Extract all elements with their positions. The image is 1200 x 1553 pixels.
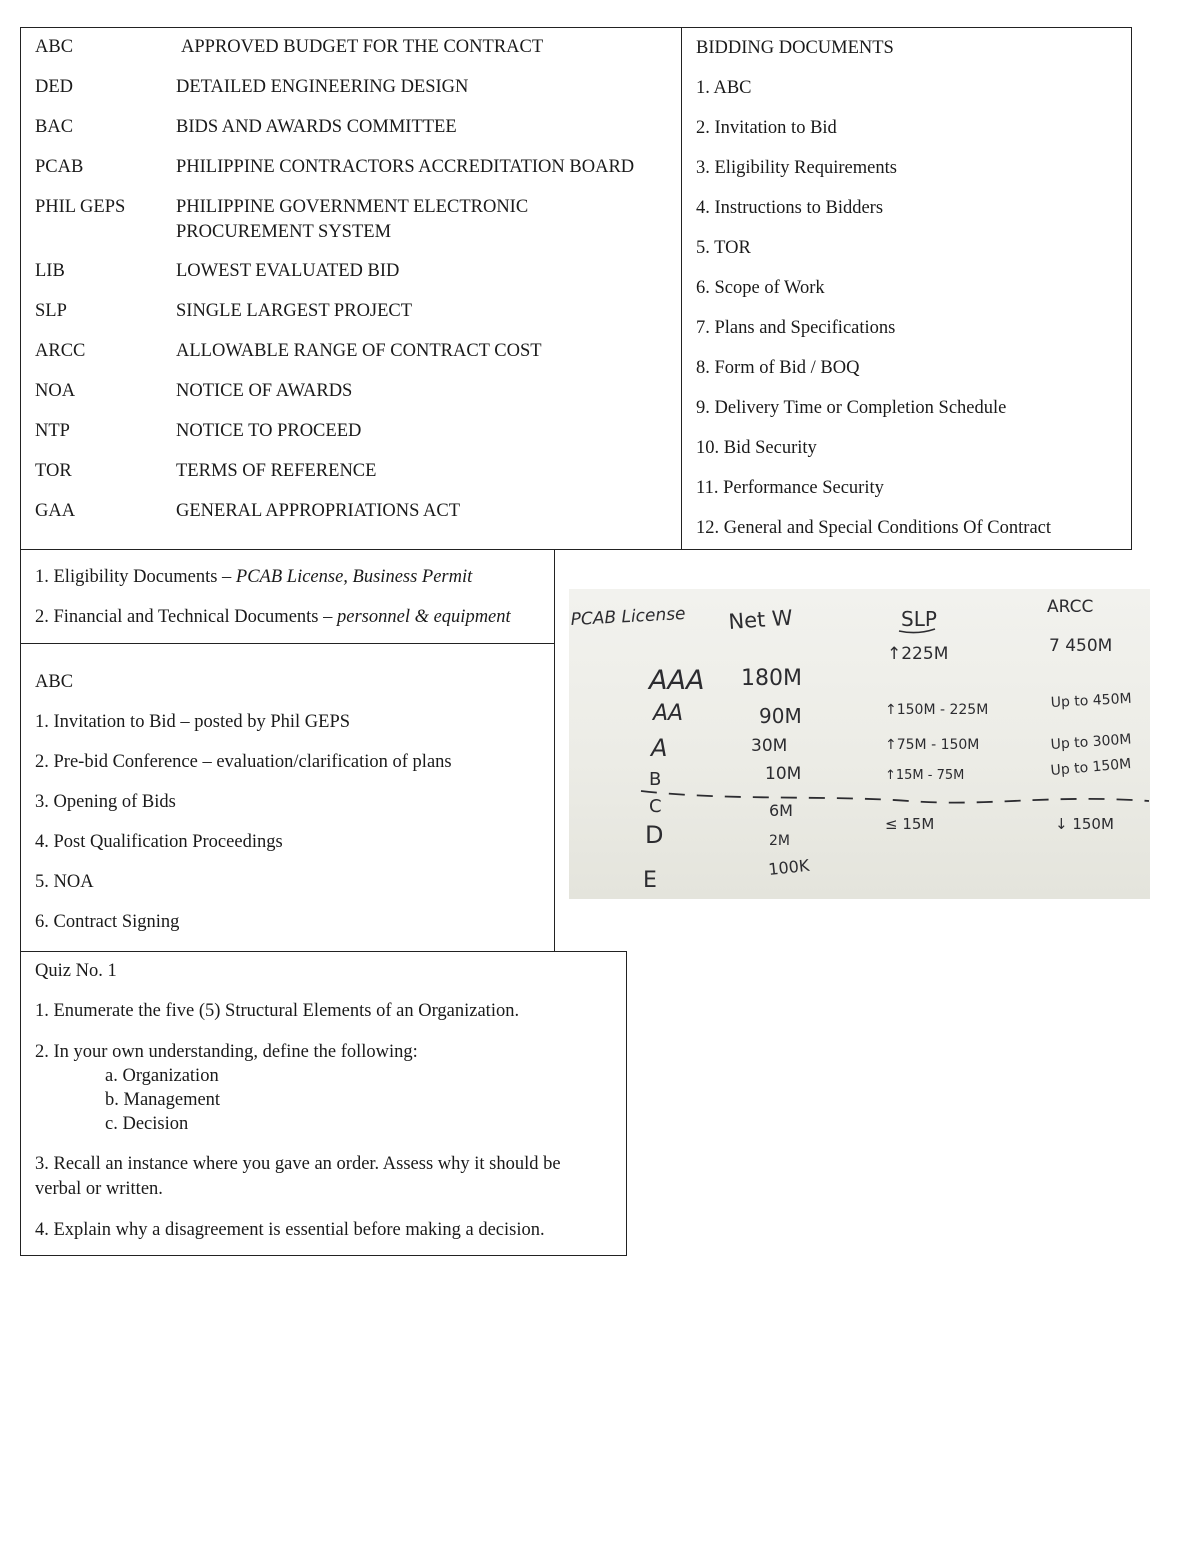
wb-header-slp: SLP	[901, 607, 937, 631]
quiz-subitem: b. Management	[105, 1090, 221, 1110]
list-item: 9. Delivery Time or Completion Schedule	[696, 398, 1007, 418]
wb-license: D	[645, 821, 664, 849]
wb-license: A	[651, 734, 668, 762]
wb-arcc: 7 450M	[1049, 636, 1113, 656]
whiteboard-drawing	[569, 589, 1150, 899]
eligibility-documents	[20, 549, 555, 644]
abbr-code: TOR	[35, 461, 72, 481]
abbr-meaning: GENERAL APPROPRIATIONS ACT	[176, 501, 461, 521]
wb-networth: 10M	[765, 764, 802, 784]
eligibility-item-label: 2. Financial and Technical Documents –	[35, 607, 337, 627]
list-item: 5. NOA	[35, 872, 94, 892]
list-item: 5. TOR	[696, 238, 751, 258]
abbr-meaning: NOTICE TO PROCEED	[176, 421, 362, 441]
list-item: 8. Form of Bid / BOQ	[696, 358, 860, 378]
list-item: 6. Contract Signing	[35, 912, 180, 932]
eligibility-item-detail: PCAB License, Business Permit	[235, 567, 473, 587]
list-item: 1. Invitation to Bid – posted by Phil GEPS	[35, 712, 351, 732]
abbr-code: PCAB	[35, 157, 84, 177]
abbr-code: BAC	[35, 117, 74, 137]
wb-networth: 180M	[741, 666, 802, 691]
quiz-section	[20, 951, 627, 1256]
abbr-meaning: DETAILED ENGINEERING DESIGN	[176, 77, 469, 97]
wb-header-networth: Net W	[727, 605, 794, 634]
abbreviations-table	[20, 27, 682, 550]
abbr-meaning: NOTICE OF AWARDS	[176, 381, 353, 401]
wb-networth: 30M	[751, 736, 788, 756]
wb-arcc: ↓ 150M	[1055, 815, 1114, 833]
list-item: 3. Eligibility Requirements	[696, 158, 897, 178]
abbr-code: LIB	[35, 261, 65, 281]
list-item: 4. Post Qualification Proceedings	[35, 832, 283, 852]
list-item: 11. Performance Security	[696, 478, 884, 498]
quiz-question: 1. Enumerate the five (5) Structural Elements of an Organization.	[35, 1001, 520, 1021]
abbr-code: SLP	[35, 301, 67, 321]
wb-license: C	[649, 796, 662, 817]
abbr-code: PHIL GEPS	[35, 197, 126, 217]
eligibility-item-label: 1. Eligibility Documents –	[35, 567, 236, 587]
bidding-documents-title: BIDDING DOCUMENTS	[696, 38, 894, 58]
wb-slp: ↑15M - 75M	[885, 768, 965, 783]
wb-arcc: Up to 150M	[1049, 755, 1132, 779]
list-item: 2. Pre-bid Conference – evaluation/clarification of plans	[35, 752, 452, 772]
wb-slp: ↑150M - 225M	[885, 702, 989, 718]
list-item: 7. Plans and Specifications	[696, 318, 896, 338]
eligibility-item	[35, 606, 511, 628]
wb-networth: 6M	[769, 801, 793, 820]
bidding-documents-list	[681, 27, 1132, 550]
wb-header-license: PCAB License	[570, 604, 687, 630]
list-item: 6. Scope of Work	[696, 278, 825, 298]
abbr-code: GAA	[35, 501, 76, 521]
abbr-meaning: BIDS AND AWARDS COMMITTEE	[176, 117, 457, 137]
wb-slp: ↑75M - 150M	[885, 737, 980, 753]
wb-slp: ≤ 15M	[885, 815, 935, 833]
list-item: 10. Bid Security	[696, 438, 817, 458]
quiz-subitem: a. Organization	[105, 1066, 219, 1086]
wb-license: AAA	[649, 665, 705, 696]
wb-networth: 2M	[769, 833, 790, 849]
eligibility-item	[35, 566, 472, 588]
abc-process-list	[20, 643, 555, 952]
wb-arcc: Up to 300M	[1050, 731, 1132, 753]
abbr-meaning: PHILIPPINE CONTRACTORS ACCREDITATION BOARD	[176, 157, 635, 177]
abbr-meaning: SINGLE LARGEST PROJECT	[176, 301, 413, 321]
list-item: 4. Instructions to Bidders	[696, 198, 884, 218]
wb-license: AA	[653, 701, 684, 726]
abc-process-title: ABC	[35, 672, 74, 692]
quiz-question: 2. In your own understanding, define the following:	[35, 1042, 418, 1062]
wb-slp: ↑225M	[887, 644, 949, 664]
abbr-meaning: ALLOWABLE RANGE OF CONTRACT COST	[176, 341, 542, 361]
wb-networth: 90M	[759, 704, 802, 728]
abbr-code: ARCC	[35, 341, 86, 361]
abbr-meaning: PHILIPPINE GOVERNMENT ELECTRONIC PROCUREMENT SYSTEM	[176, 197, 529, 242]
wb-license: E	[643, 868, 657, 893]
abbr-meaning: APPROVED BUDGET FOR THE CONTRACT	[181, 37, 544, 57]
abbr-code: NOA	[35, 381, 76, 401]
quiz-subitem: c. Decision	[105, 1114, 189, 1134]
wb-arcc: Up to 450M	[1050, 690, 1132, 711]
abbr-meaning: LOWEST EVALUATED BID	[176, 261, 400, 281]
list-item: 3. Opening of Bids	[35, 792, 176, 812]
abbr-meaning: TERMS OF REFERENCE	[176, 461, 377, 481]
eligibility-item-detail: personnel & equipment	[337, 607, 511, 627]
abbr-code: DED	[35, 77, 74, 97]
abbr-code: NTP	[35, 421, 70, 441]
quiz-question: 3. Recall an instance where you gave an order. Assess why it should be verbal or written.	[35, 1154, 561, 1199]
wb-header-arcc: ARCC	[1047, 597, 1094, 617]
list-item: 1. ABC	[696, 78, 752, 98]
whiteboard-photo	[569, 589, 1150, 899]
quiz-question: 4. Explain why a disagreement is essential before making a decision.	[35, 1220, 545, 1240]
quiz-title: Quiz No. 1	[35, 961, 117, 981]
wb-dashed-divider	[641, 791, 1149, 803]
wb-license: B	[649, 769, 662, 790]
list-item: 2. Invitation to Bid	[696, 118, 837, 138]
list-item: 12. General and Special Conditions Of Contract	[696, 518, 1052, 538]
abbr-code: ABC	[35, 37, 74, 57]
wb-networth: 100K	[767, 855, 811, 879]
